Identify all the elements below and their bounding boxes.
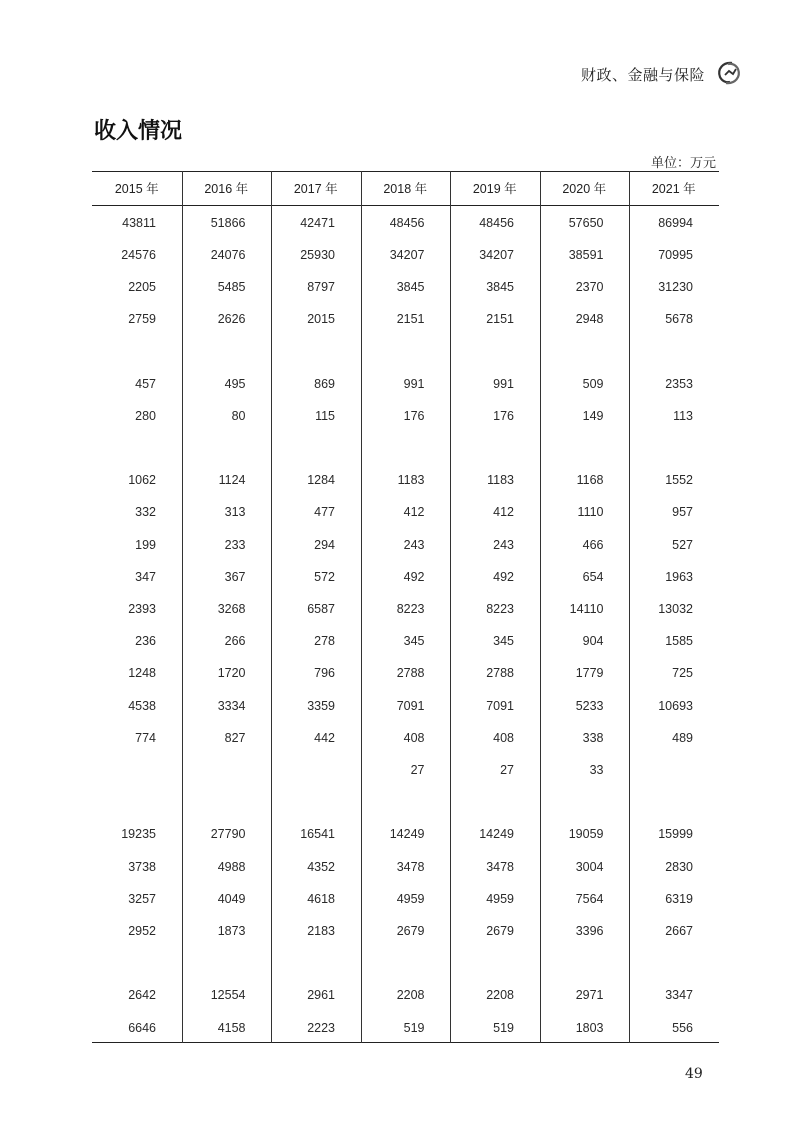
table-cell: 869 — [314, 376, 335, 391]
table-row — [92, 857, 719, 877]
table-cell: 477 — [314, 505, 335, 520]
table-cell: 725 — [672, 666, 693, 681]
table-cell: 31230 — [658, 279, 693, 294]
table-cell: 4538 — [128, 698, 156, 713]
table-cell — [361, 438, 425, 458]
table-cell: 34207 — [479, 247, 514, 262]
table-cell: 5485 — [217, 279, 246, 294]
table-cell: 14249 — [389, 827, 425, 842]
table-cell: 27790 — [210, 827, 246, 842]
table-cell: 7091 — [396, 698, 425, 713]
table-cell: 2971 — [575, 988, 604, 1003]
table-row — [92, 599, 719, 619]
table-cell — [182, 792, 246, 812]
table-cell — [450, 953, 514, 973]
table-cell: 3845 — [396, 279, 425, 294]
table-cell: 176 — [403, 408, 425, 423]
table-row — [92, 663, 719, 683]
table-cell: 345 — [493, 634, 514, 649]
table-row — [92, 406, 719, 426]
table-cell — [92, 438, 156, 458]
table-row — [92, 309, 719, 329]
table-cell: 1779 — [575, 666, 604, 681]
column-header-2017: 2017 年 — [293, 182, 338, 196]
table-cell: 6646 — [128, 1020, 156, 1035]
table-cell: 492 — [403, 569, 425, 584]
table-cell: 19235 — [121, 827, 156, 842]
table-row — [92, 470, 719, 490]
table-cell: 48456 — [389, 215, 425, 230]
table-row — [92, 728, 719, 748]
table-cell: 1248 — [128, 666, 156, 681]
table-cell — [629, 341, 693, 361]
table-cell: 796 — [314, 666, 335, 681]
table-cell: 3004 — [575, 859, 604, 874]
table-row — [92, 502, 719, 522]
table-row — [92, 341, 719, 361]
table-cell: 8797 — [307, 279, 335, 294]
table-cell: 51866 — [210, 215, 246, 230]
table-cell: 2961 — [307, 988, 335, 1003]
table-cell: 34207 — [389, 247, 425, 262]
table-cell: 572 — [314, 569, 335, 584]
table-cell: 4158 — [217, 1020, 246, 1035]
table-bottom-rule — [92, 1042, 719, 1043]
table-cell: 16541 — [300, 827, 335, 842]
table-cell: 347 — [135, 569, 156, 584]
table-cell — [271, 953, 335, 973]
column-header-2021: 2021 年 — [651, 182, 696, 196]
table-cell: 4959 — [486, 891, 514, 906]
table-header-rule — [92, 205, 719, 206]
table-cell: 236 — [135, 634, 156, 649]
table-cell: 3478 — [396, 859, 425, 874]
table-row — [92, 438, 719, 458]
table-cell: 3257 — [128, 891, 156, 906]
table-cell — [450, 438, 514, 458]
table-row — [92, 1018, 719, 1038]
column-header-2018: 2018 年 — [383, 182, 428, 196]
table-cell: 2151 — [486, 312, 514, 327]
table-cell — [361, 953, 425, 973]
table-cell — [271, 792, 335, 812]
table-cell: 2370 — [575, 279, 604, 294]
table-cell: 367 — [224, 569, 246, 584]
table-cell — [629, 438, 693, 458]
table-cell: 27 — [410, 762, 425, 777]
table-cell: 2208 — [396, 988, 425, 1003]
table-cell: 489 — [672, 730, 693, 745]
table-cell — [92, 760, 156, 780]
table-cell: 2679 — [486, 923, 514, 938]
table-cell: 527 — [672, 537, 693, 552]
table-cell: 345 — [403, 634, 425, 649]
table-cell — [182, 760, 246, 780]
column-header-2015: 2015 年 — [114, 182, 159, 196]
table-cell: 149 — [582, 408, 604, 423]
table-cell — [361, 792, 425, 812]
table-row — [92, 953, 719, 973]
section-title: 财政、金融与保险 — [580, 66, 705, 84]
table-cell: 243 — [403, 537, 425, 552]
table-cell: 43811 — [122, 215, 156, 230]
table-cell: 457 — [135, 376, 156, 391]
column-header-2019: 2019 年 — [472, 182, 517, 196]
table-cell — [182, 953, 246, 973]
table-cell — [540, 341, 604, 361]
table-cell: 412 — [403, 505, 425, 520]
table-cell: 774 — [135, 730, 156, 745]
table-cell: 4988 — [217, 859, 246, 874]
table-cell: 4352 — [307, 859, 335, 874]
table-cell: 2830 — [665, 859, 693, 874]
table-row — [92, 760, 719, 780]
table-cell: 991 — [403, 376, 425, 391]
table-cell: 57650 — [568, 215, 604, 230]
table-cell: 2667 — [665, 923, 693, 938]
table-row — [92, 792, 719, 812]
table-cell: 1062 — [128, 473, 156, 488]
finance-swirl-icon — [715, 60, 743, 86]
table-cell: 2208 — [486, 988, 514, 1003]
table-cell — [450, 341, 514, 361]
table-cell: 2393 — [128, 601, 156, 616]
table-cell: 1284 — [307, 473, 335, 488]
column-header-2016: 2016 年 — [204, 182, 249, 196]
table-cell: 2679 — [396, 923, 425, 938]
table-cell: 2788 — [486, 666, 514, 681]
table-cell: 313 — [224, 505, 246, 520]
table-cell: 3845 — [486, 279, 514, 294]
table-cell: 176 — [493, 408, 514, 423]
table-cell: 3478 — [486, 859, 514, 874]
table-cell — [271, 438, 335, 458]
table-cell: 4618 — [307, 891, 335, 906]
income-table — [92, 171, 719, 1043]
table-row — [92, 889, 719, 909]
table-cell: 5678 — [665, 312, 693, 327]
table-cell: 827 — [224, 730, 246, 745]
table-cell: 408 — [403, 730, 425, 745]
table-cell: 6319 — [665, 891, 693, 906]
table-cell: 2015 — [307, 312, 335, 327]
table-cell: 3359 — [307, 698, 335, 713]
table-cell — [361, 341, 425, 361]
table-cell: 13032 — [658, 601, 693, 616]
table-cell: 509 — [582, 376, 604, 391]
table-cell: 519 — [493, 1020, 514, 1035]
table-cell: 2183 — [307, 923, 335, 938]
table-cell: 492 — [493, 569, 514, 584]
table-cell: 70995 — [658, 247, 693, 262]
table-cell — [540, 953, 604, 973]
table-cell: 38591 — [568, 247, 604, 262]
table-cell — [540, 792, 604, 812]
table-row — [92, 696, 719, 716]
table-row — [92, 213, 719, 233]
table-row — [92, 245, 719, 265]
table-cell: 957 — [672, 505, 693, 520]
table-cell — [629, 953, 693, 973]
table-cell — [271, 341, 335, 361]
table-cell: 1963 — [665, 569, 693, 584]
table-cell: 338 — [582, 730, 604, 745]
table-cell: 86994 — [658, 215, 693, 230]
table-row — [92, 824, 719, 844]
table-cell: 278 — [314, 634, 335, 649]
table-cell: 42471 — [300, 215, 335, 230]
table-cell: 2151 — [396, 312, 425, 327]
table-cell: 3347 — [665, 988, 693, 1003]
table-cell: 3268 — [217, 601, 246, 616]
table-row — [92, 374, 719, 394]
table-cell: 1803 — [575, 1020, 604, 1035]
table-cell: 2353 — [665, 376, 693, 391]
table-cell — [450, 792, 514, 812]
table-cell: 408 — [493, 730, 514, 745]
table-cell: 266 — [224, 634, 246, 649]
table-cell: 1168 — [576, 473, 604, 488]
table-cell: 519 — [403, 1020, 425, 1035]
table-cell: 2759 — [128, 312, 156, 327]
table-cell: 495 — [224, 376, 246, 391]
table-row — [92, 921, 719, 941]
table-cell: 7091 — [486, 698, 514, 713]
table-cell: 4959 — [396, 891, 425, 906]
table-cell: 3396 — [575, 923, 604, 938]
table-cell: 48456 — [479, 215, 514, 230]
table-cell: 2626 — [217, 312, 246, 327]
table-cell — [182, 341, 246, 361]
table-cell: 5233 — [575, 698, 604, 713]
column-header-2020: 2020 年 — [562, 182, 607, 196]
table-cell: 24576 — [121, 247, 156, 262]
table-cell: 2952 — [128, 923, 156, 938]
table-cell: 1124 — [218, 473, 246, 488]
table-cell: 2948 — [575, 312, 604, 327]
table-cell: 4049 — [217, 891, 246, 906]
table-cell: 466 — [582, 537, 604, 552]
table-cell: 1183 — [397, 473, 425, 488]
table-row — [92, 277, 719, 297]
page-number: 49 — [685, 1066, 703, 1082]
table-cell — [92, 341, 156, 361]
table-cell: 1873 — [217, 923, 246, 938]
table-cell — [271, 760, 335, 780]
table-cell: 25930 — [300, 247, 335, 262]
table-cell: 904 — [582, 634, 604, 649]
table-cell: 243 — [493, 537, 514, 552]
table-cell: 442 — [314, 730, 335, 745]
table-cell: 7564 — [575, 891, 604, 906]
table-cell: 33 — [589, 762, 604, 777]
table-cell: 280 — [135, 408, 156, 423]
table-cell: 199 — [135, 537, 156, 552]
page-title: 收入情况 — [94, 118, 183, 144]
table-cell: 10693 — [658, 698, 693, 713]
table-cell: 3334 — [217, 698, 246, 713]
table-cell — [629, 792, 693, 812]
table-cell: 1585 — [665, 634, 693, 649]
table-cell: 19059 — [568, 827, 604, 842]
table-cell: 113 — [673, 408, 693, 423]
table-cell: 14249 — [479, 827, 514, 842]
unit-label: 单位：万元 — [650, 156, 716, 171]
table-cell: 654 — [582, 569, 604, 584]
table-cell: 1552 — [665, 473, 693, 488]
table-cell: 2788 — [396, 666, 425, 681]
table-cell — [92, 953, 156, 973]
table-cell: 556 — [672, 1020, 693, 1035]
table-cell: 2205 — [128, 279, 156, 294]
table-cell: 12554 — [210, 988, 246, 1003]
table-row — [92, 535, 719, 555]
table-cell: 80 — [231, 408, 246, 423]
table-cell: 115 — [315, 408, 335, 423]
table-cell: 1183 — [487, 473, 514, 488]
table-cell — [540, 438, 604, 458]
table-row — [92, 985, 719, 1005]
table-cell: 1110 — [577, 505, 604, 520]
table-cell: 233 — [224, 537, 246, 552]
table-row — [92, 567, 719, 587]
table-cell: 991 — [493, 376, 514, 391]
table-cell: 3738 — [128, 859, 156, 874]
table-cell: 14110 — [569, 601, 604, 616]
table-cell — [182, 438, 246, 458]
table-cell: 412 — [493, 505, 514, 520]
table-cell — [92, 792, 156, 812]
table-cell: 294 — [314, 537, 335, 552]
table-cell: 2642 — [128, 988, 156, 1003]
table-cell: 24076 — [210, 247, 246, 262]
table-cell: 27 — [500, 762, 514, 777]
table-cell: 6587 — [307, 601, 335, 616]
table-cell: 8223 — [396, 601, 425, 616]
table-cell: 15999 — [658, 827, 693, 842]
table-cell: 8223 — [486, 601, 514, 616]
table-cell — [629, 760, 693, 780]
table-cell: 2223 — [307, 1020, 335, 1035]
table-row — [92, 631, 719, 651]
table-cell: 332 — [135, 505, 156, 520]
table-cell: 1720 — [217, 666, 246, 681]
